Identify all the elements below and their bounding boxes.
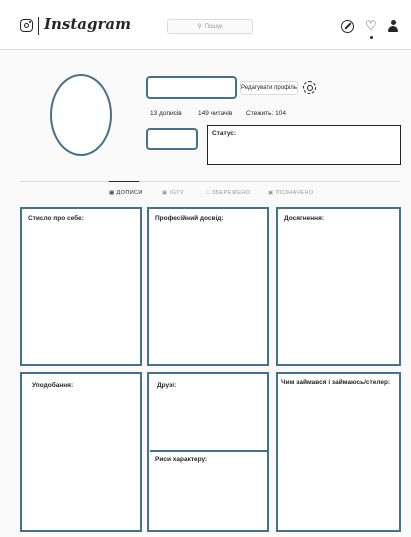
status-label: Статус:: [212, 130, 237, 137]
friends-label: Друзі:: [157, 382, 177, 389]
logo-divider: [38, 17, 39, 35]
experience-label: Професійний досвід:: [155, 215, 224, 222]
tab-posts[interactable]: ▦ ДОПИСИ: [109, 190, 143, 196]
achievements-label: Досягнення:: [284, 215, 325, 222]
full-name-field[interactable]: [146, 128, 198, 150]
gear-icon[interactable]: [303, 81, 316, 94]
traits-label: Риси характеру:: [155, 456, 208, 463]
likes-label: Уподобання:: [32, 382, 74, 389]
followers-count[interactable]: 149 читачів: [198, 110, 233, 117]
achievements-box[interactable]: [276, 207, 401, 366]
active-tab-indicator: [109, 181, 139, 182]
search-icon: ⚲: [197, 24, 202, 30]
explore-compass-icon[interactable]: [341, 20, 354, 33]
experience-box[interactable]: [147, 207, 269, 366]
about-box[interactable]: [20, 207, 142, 366]
brand-logo[interactable]: Instagram: [44, 15, 131, 33]
search-input[interactable]: [167, 19, 253, 34]
search-placeholder: Пошук: [204, 23, 223, 30]
tv-icon: ▣: [162, 190, 168, 196]
friends-box[interactable]: [147, 372, 269, 532]
edit-profile-button[interactable]: Редагувати профіль: [240, 81, 298, 95]
tab-igtv[interactable]: ▣ IGTV: [162, 190, 184, 196]
tab-tagged[interactable]: ▣ ПОЗНАЧЕНО: [268, 190, 314, 196]
instagram-camera-icon[interactable]: [20, 19, 33, 32]
about-label: Стисло про себе:: [28, 215, 84, 222]
bookmark-icon: □: [206, 190, 210, 196]
activity-heart-icon[interactable]: ♡: [365, 18, 377, 33]
tab-saved[interactable]: □ ЗБЕРЕЖЕНО: [206, 190, 251, 196]
hobbies-box[interactable]: [276, 372, 401, 532]
friends-traits-divider: [150, 450, 267, 452]
profile-user-icon[interactable]: [388, 20, 398, 32]
tag-icon: ▣: [268, 190, 274, 196]
avatar[interactable]: [50, 74, 112, 156]
posts-count: 13 дописів: [150, 110, 182, 117]
following-count[interactable]: Стежить: 104: [246, 110, 286, 117]
tabs-divider: [20, 181, 400, 182]
likes-box[interactable]: [20, 372, 142, 532]
username-field[interactable]: [146, 76, 237, 99]
hobbies-label: Чим займався і займаюсь/стелер:: [281, 379, 391, 386]
notification-dot: [370, 36, 373, 39]
grid-icon: ▦: [109, 190, 115, 196]
status-box[interactable]: [207, 125, 401, 165]
